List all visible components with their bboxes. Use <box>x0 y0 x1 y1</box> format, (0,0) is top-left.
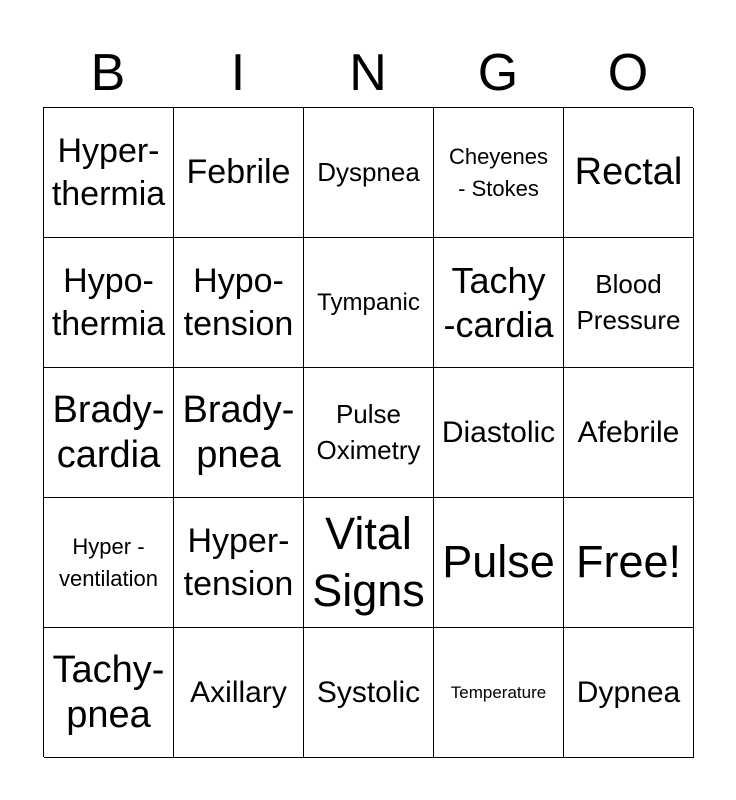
bingo-cell[interactable] <box>564 368 694 498</box>
cell-label: Pulse Oximetry <box>316 398 421 465</box>
bingo-cell[interactable] <box>434 498 564 628</box>
header-letter-b: B <box>90 44 126 102</box>
cell-label: Blood Pressure <box>576 268 681 335</box>
bingo-cell[interactable] <box>564 108 694 238</box>
bingo-cell[interactable] <box>434 108 564 238</box>
cell-label: Diastolic <box>441 416 556 449</box>
bingo-cell[interactable] <box>174 498 304 628</box>
header-letter-o: O <box>607 44 649 102</box>
cell-label: Brady- cardia <box>52 388 165 476</box>
cell-label: Axillary <box>190 676 287 709</box>
bingo-cell[interactable] <box>304 628 434 758</box>
cell-label: Febrile <box>186 153 291 192</box>
bingo-cell[interactable] <box>304 238 434 368</box>
cell-label: Hyper- thermia <box>51 132 166 213</box>
bingo-cell[interactable] <box>44 238 174 368</box>
cell-label: Rectal <box>574 151 683 194</box>
bingo-cell[interactable] <box>174 368 304 498</box>
bingo-cell[interactable] <box>564 238 694 368</box>
cell-label: Hypo- thermia <box>51 262 166 343</box>
cell-label: Dyspnea <box>317 156 420 187</box>
bingo-cell[interactable] <box>434 368 564 498</box>
cell-label: Pulse <box>442 536 555 588</box>
bingo-cell[interactable] <box>434 628 564 758</box>
cell-label: Tachy -cardia <box>443 260 554 345</box>
bingo-cell[interactable] <box>304 498 434 628</box>
bingo-cell[interactable] <box>174 238 304 368</box>
bingo-cell[interactable] <box>564 628 694 758</box>
cell-label: Hyper - ventilation <box>58 533 159 591</box>
header-letter-i: I <box>230 44 246 102</box>
bingo-cell[interactable] <box>304 108 434 238</box>
cell-label: Cheyenes - Stokes <box>448 143 549 201</box>
cell-label: Hypo- tension <box>183 262 294 343</box>
cell-label: Hyper- tension <box>183 522 294 603</box>
bingo-cell[interactable] <box>44 498 174 628</box>
bingo-cell-free[interactable] <box>564 498 694 628</box>
bingo-cell[interactable] <box>44 628 174 758</box>
bingo-cell[interactable] <box>304 368 434 498</box>
cell-label: Tachy- pnea <box>52 648 165 736</box>
bingo-cell[interactable] <box>434 238 564 368</box>
bingo-cell[interactable] <box>44 108 174 238</box>
cell-label: Dypnea <box>576 676 681 709</box>
cell-label: Afebrile <box>577 416 680 449</box>
cell-label: Brady- pnea <box>182 388 295 476</box>
cell-label: Vital Signs <box>312 508 425 616</box>
bingo-cell[interactable] <box>174 628 304 758</box>
bingo-cell[interactable] <box>44 368 174 498</box>
cell-label: Systolic <box>316 676 421 709</box>
cell-label: Tympanic <box>317 288 420 316</box>
bingo-cell[interactable] <box>174 108 304 238</box>
cell-label: Temperature <box>450 682 547 702</box>
header-letter-g: G <box>477 44 519 102</box>
bingo-board <box>43 107 693 757</box>
header-letter-n: N <box>349 44 387 102</box>
bingo-header <box>43 40 693 106</box>
cell-label: Free! <box>575 536 682 588</box>
